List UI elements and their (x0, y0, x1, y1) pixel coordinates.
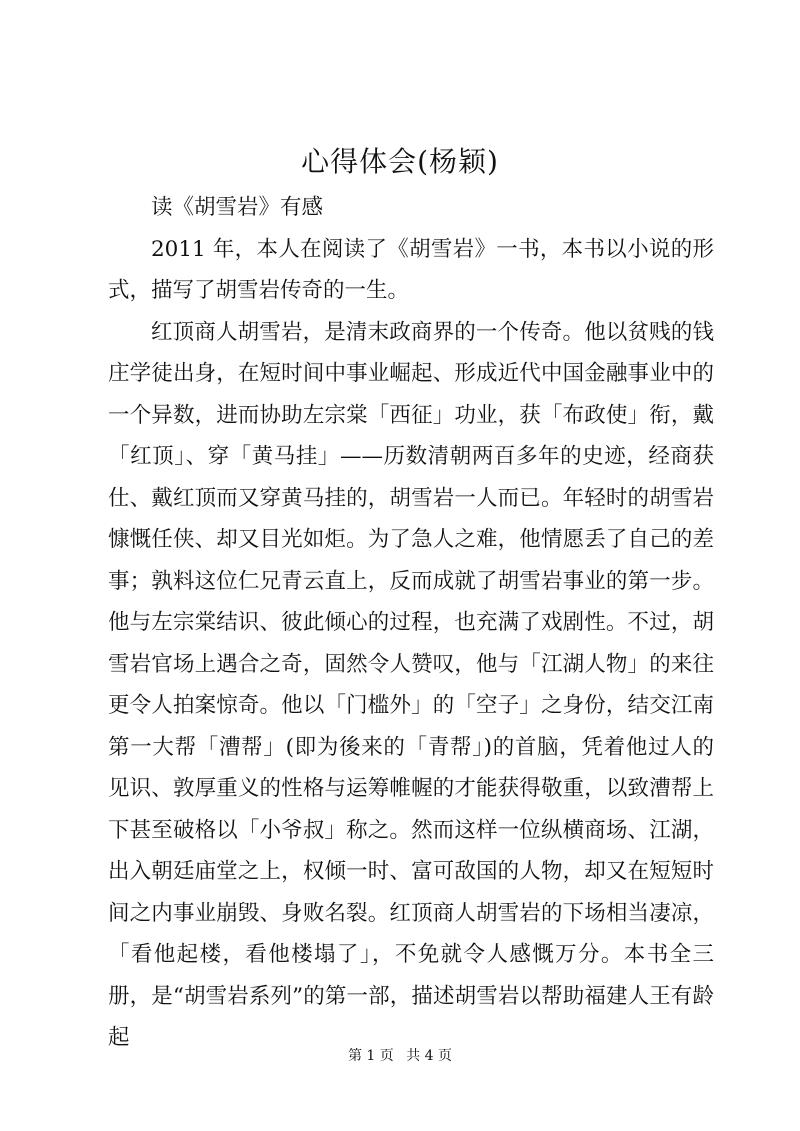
body-paragraph: 红顶商人胡雪岩，是清末政商界的一个传奇。他以贫贱的钱庄学徒出身，在短时间中事业崛起、形成近代中国金融事业中的一个异数，进而协助左宗棠「西征」功业，获「布政使」衔，戴「红顶」、穿「黄马挂」——历数清朝两百多年的史迹，经商获仕、戴红顶而又穿黄马挂的，胡雪岩一人而已。年轻时的胡雪岩慷慨任侠、却又目光如炬。为了急人之难，他情愿丢了自己的差事；孰料这位仁兄青云直上，反而成就了胡雪岩事业的第一步。他与左宗棠结识、彼此倾心的过程，也充满了戏剧性。不过，胡雪岩官场上遇合之奇，固然令人赞叹，他与「江湖人物」的来往更令人拍案惊奇。他以「门槛外」的「空子」之身份，结交江南第一大帮「漕帮」(即为後来的「青帮」)的首脑，凭着他过人的见识、敦厚重义的性格与运筹帷幄的才能获得敬重，以致漕帮上下甚至破格以「小爷叔」称之。然而这样一位纵横商场、江湖，出入朝廷庙堂之上，权倾一时、富可敌国的人物，却又在短短时间之内事业崩毁、身败名裂。红顶商人胡雪岩的下场相当凄凉，「看他起楼，看他楼塌了」，不免就令人感慨万分。本书全三册，是“胡雪岩系列”的第一部，描述胡雪岩以帮助福建人王有龄起 (108, 319, 714, 1050)
page-number: 第 1 页 (347, 1048, 394, 1064)
page-total: 共 4 页 (406, 1048, 453, 1064)
body-paragraph: 2011 年，本人在阅读了《胡雪岩》一书，本书以小说的形式，描写了胡雪岩传奇的一生。 (108, 236, 714, 303)
document-body (108, 187, 714, 1059)
page-footer (0, 1046, 800, 1066)
subtitle-paragraph: 读《胡雪岩》有感 (151, 195, 324, 220)
document-title: 心得体会(杨颖) (301, 145, 499, 178)
